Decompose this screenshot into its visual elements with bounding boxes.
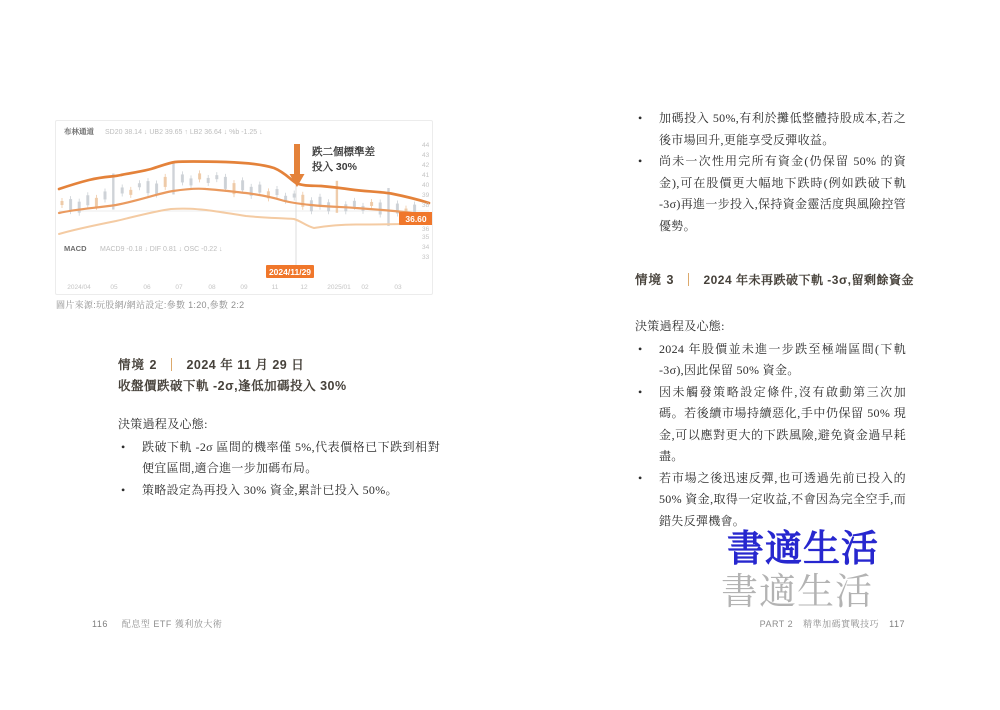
drop-annotation	[290, 144, 376, 187]
svg-text:09: 09	[240, 284, 248, 291]
bollinger-chart-card	[55, 120, 433, 295]
left-page-number: 116	[92, 619, 108, 629]
last-price-value: 36.60	[405, 214, 427, 224]
svg-text:34: 34	[422, 244, 430, 251]
macd-stats: MACD9 -0.18 ↓ DIF 0.81 ↓ OSC -0.22 ↓	[100, 246, 223, 253]
scenario2-body	[118, 414, 440, 501]
right-page-footer	[760, 618, 905, 630]
scenario2-title: 2024 年 11 月 29 日	[186, 358, 305, 372]
book-title: 配息型 ETF 獲利放大術	[121, 619, 223, 629]
bullet-item: • 加碼投入 50%,有利於攤低整體持股成本,若之後市場回升,更能享受反彈收益。	[635, 108, 906, 151]
svg-text:2024/04: 2024/04	[67, 284, 91, 291]
svg-text:40: 40	[422, 182, 430, 189]
svg-text:05: 05	[110, 284, 118, 291]
scenario3-heading	[635, 270, 914, 288]
scenario2-advantage-bullets	[635, 108, 906, 237]
bullet-item: • 因未觸發策略設定條件,沒有啟動第三次加碼。若後續市場持續惡化,手中仍保留 50% 現金,可以應對更大的下跌風險,避免資金過早耗盡。	[635, 382, 906, 468]
svg-text:42: 42	[422, 162, 430, 169]
event-date-value: 2024/11/29	[268, 267, 312, 277]
svg-text:03: 03	[394, 284, 402, 291]
macd-title: MACD	[64, 244, 87, 253]
watermark-gray: 書適生活	[721, 572, 873, 613]
candlesticks	[61, 161, 417, 226]
scenario3-bullets	[635, 339, 906, 533]
right-page-number: 117	[889, 619, 905, 629]
svg-text:43: 43	[422, 152, 430, 159]
scenario2-heading	[118, 355, 304, 373]
bullet-item: • 跌破下軌 -2σ 區間的機率僅 5%,代表價格已下跌到相對便宜區間,適合進一步加碼布局。	[118, 437, 440, 480]
right-top-bullets-block	[635, 108, 906, 237]
part-label: PART 2	[759, 619, 794, 629]
svg-text:35: 35	[422, 234, 430, 241]
svg-text:08: 08	[208, 284, 216, 291]
chart-source-caption: 圖片來源:玩股網/網站設定:參數 1:20,參數 2:2	[56, 300, 245, 310]
scenario3-label: 情境 3	[635, 273, 675, 287]
svg-text:2025/01: 2025/01	[327, 284, 351, 291]
svg-text:02: 02	[361, 284, 369, 291]
bullet-item: • 若市場之後迅速反彈,也可透過先前已投入的 50% 資金,取得一定收益,不會因為完全空手,而錯失反彈機會。	[635, 468, 906, 533]
arrow-shaft	[294, 144, 300, 175]
svg-text:06: 06	[143, 284, 151, 291]
chapter-title: 精準加碼實戰技巧	[803, 619, 880, 629]
bullet-item: • 策略設定為再投入 30% 資金,累計已投入 50%。	[118, 480, 440, 502]
svg-text:39: 39	[422, 192, 430, 199]
lower-band-line	[59, 209, 429, 234]
bullet-item: • 尚未一次性用完所有資金(仍保留 50% 的資金),可在股價更大幅地下跌時(例如跌破下軌 -3σ)再進一步投入,保持資金靈活度與風險控管優勢。	[635, 151, 906, 237]
annotation-line2: 投入 30%	[312, 161, 357, 173]
y-axis-ticks	[422, 142, 430, 261]
x-axis-ticks	[67, 284, 402, 291]
annotation-line1: 跌二個標準差	[312, 146, 375, 158]
chart-indicator-stats: SD20 38.14 ↓ UB2 39.65 ↑ LB2 36.64 ↓ %b -1.25 ↓	[105, 129, 263, 136]
svg-text:11: 11	[271, 284, 279, 291]
svg-text:38: 38	[422, 202, 430, 209]
svg-text:33: 33	[422, 254, 430, 261]
watermark-blue: 書適生活	[727, 529, 879, 570]
svg-text:07: 07	[175, 284, 183, 291]
svg-text:36: 36	[422, 226, 430, 233]
bullet-item: • 2024 年股價並未進一步跌至極端區間(下軌 -3σ),因此保留 50% 資金。	[635, 339, 906, 382]
svg-text:41: 41	[422, 172, 430, 179]
heading-separator	[688, 273, 689, 286]
decision-section-label: 決策過程及心態:	[635, 319, 725, 333]
chart-title: 布林通道	[64, 127, 94, 136]
svg-text:12: 12	[300, 284, 308, 291]
bollinger-chart	[56, 121, 432, 294]
scenario2-bullets	[118, 437, 440, 502]
heading-separator	[171, 358, 172, 371]
svg-text:44: 44	[422, 142, 430, 149]
scenario2-label: 情境 2	[118, 358, 158, 372]
scenario3-title: 2024 年未再跌破下軌 -3σ,留剩餘資金	[703, 272, 915, 287]
scenario3-body	[635, 316, 906, 532]
left-page-footer	[92, 618, 222, 630]
event-date-badge	[266, 265, 314, 278]
decision-section-label: 決策過程及心態:	[118, 417, 208, 431]
scenario2-subtitle: 收盤價跌破下軌 -2σ,逢低加碼投入 30%	[118, 379, 347, 393]
last-price-badge	[399, 212, 432, 225]
